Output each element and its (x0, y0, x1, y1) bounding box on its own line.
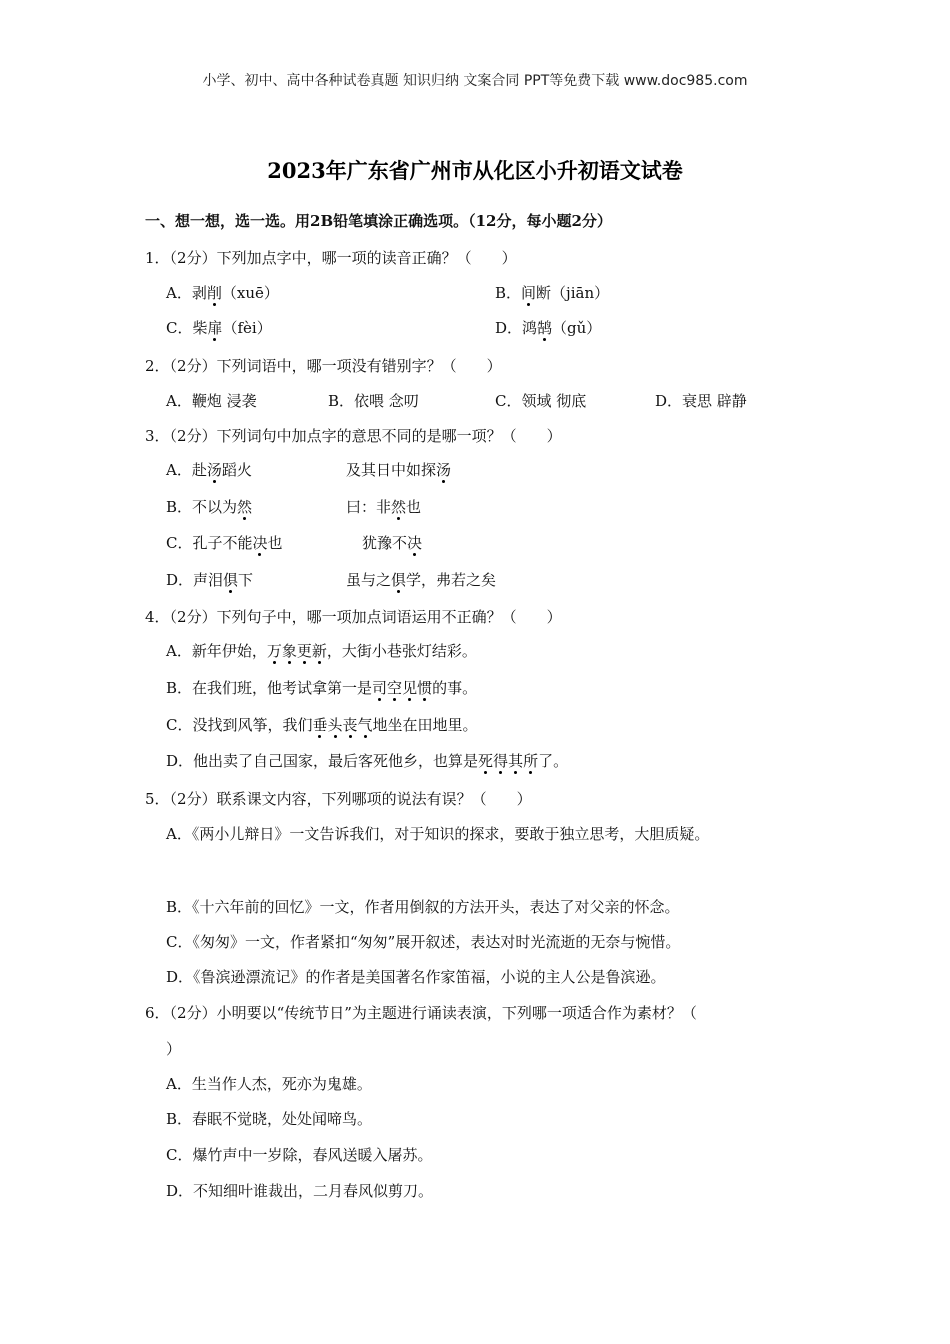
question-2-option-c: C．领域 彻底 (495, 392, 587, 410)
question-4-option-a: A．新年伊始，万象更新，大街小巷张灯结彩。 (166, 642, 477, 660)
dotted-phrase: 死得其所 (478, 752, 539, 770)
question-3-option-b-second: 曰：非然也 (346, 498, 422, 516)
question-6-option-d: D．不知细叶谁裁出，二月春风似剪刀。 (166, 1182, 434, 1200)
question-2-option-b: B．依喂 念叨 (328, 392, 419, 410)
question-5-option-d: D．《鲁滨逊漂流记》的作者是美国著名作家笛福，小说的主人公是鲁滨逊。 (166, 968, 666, 986)
question-4-stem: 4．（2分）下列句子中，哪一项加点词语运用不正确？（ ） (145, 608, 562, 626)
question-4-option-c: C．没找到风筝，我们垂头丧气地坐在田地里。 (166, 716, 478, 734)
question-2-option-a: A．鞭炮 浸袭 (166, 392, 257, 410)
question-5-option-a: A．《两小儿辩日》一文告诉我们，对于知识的探求，要敢于独立思考，大胆质疑。 (166, 825, 710, 843)
question-6-option-a: A．生当作人杰，死亦为鬼雄。 (166, 1075, 372, 1093)
question-1-option-d: D．鸿鹄（gǔ） (495, 319, 602, 337)
site-header: 小学、初中、高中各种试卷真题 知识归纳 文案合同 PPT等免费下载 www.doc985.com (202, 73, 748, 89)
dotted-phrase: 万象更新 (266, 642, 327, 660)
question-5-stem: 5．（2分）联系课文内容，下列哪项的说法有误？（ ） (145, 790, 532, 808)
section-heading: 一、想一想，选一选。用2B铅笔填涂正确选项。（12分，每小题2分） (145, 212, 612, 230)
question-6-stem-continued: ） (166, 1040, 182, 1058)
question-3-option-a-first: A．赴汤蹈火 (166, 461, 252, 479)
question-6-stem: 6．（2分）小明要以“传统节日”为主题进行诵读表演，下列哪一项适合作为素材？（ (145, 1004, 697, 1022)
question-4-option-d: D．他出卖了自己国家，最后客死他乡，也算是死得其所了。 (166, 752, 569, 770)
question-1-option-c: C．柴扉（fèi） (166, 319, 272, 337)
question-3-option-d-second: 虽与之俱学，弗若之矣 (346, 571, 497, 589)
question-2-stem: 2．（2分）下列词语中，哪一项没有错别字？（ ） (145, 357, 502, 375)
question-2-option-d: D．衰思 辟静 (655, 392, 747, 410)
dotted-phrase: 司空见惯 (372, 679, 433, 697)
question-3-option-b-first: B．不以为然 (166, 498, 253, 516)
question-3-option-c-second: 犹豫不决 (362, 534, 423, 552)
question-6-option-b: B．春眠不觉晓，处处闻啼鸟。 (166, 1110, 373, 1128)
question-3-option-c-first: C．孔子不能决也 (166, 534, 283, 552)
question-5-option-c: C．《匆匆》一文，作者紧扣“匆匆”展开叙述，表达对时光流逝的无奈与惋惜。 (166, 933, 681, 951)
dotted-phrase: 垂头丧气 (312, 716, 373, 734)
question-1-option-a: A．剥削（xuē） (166, 284, 279, 302)
question-4-option-b: B．在我们班，他考试拿第一是司空见惯的事。 (166, 679, 478, 697)
question-1-stem: 1．（2分）下列加点字中，哪一项的读音正确？（ ） (145, 249, 517, 267)
question-1-option-b: B．间断（jiān） (495, 284, 610, 302)
exam-title: 2023年广东省广州市从化区小升初语文试卷 (267, 158, 683, 183)
question-6-option-c: C．爆竹声中一岁除，春风送暖入屠苏。 (166, 1146, 433, 1164)
question-3-stem: 3．（2分）下列词句中加点字的意思不同的是哪一项？（ ） (145, 427, 562, 445)
question-5-option-b: B．《十六年前的回忆》一文，作者用倒叙的方法开头，表达了对父亲的怀念。 (166, 898, 680, 916)
question-3-option-a-second: 及其日中如探汤 (346, 461, 452, 479)
question-3-option-d-first: D．声泪俱下 (166, 571, 254, 589)
